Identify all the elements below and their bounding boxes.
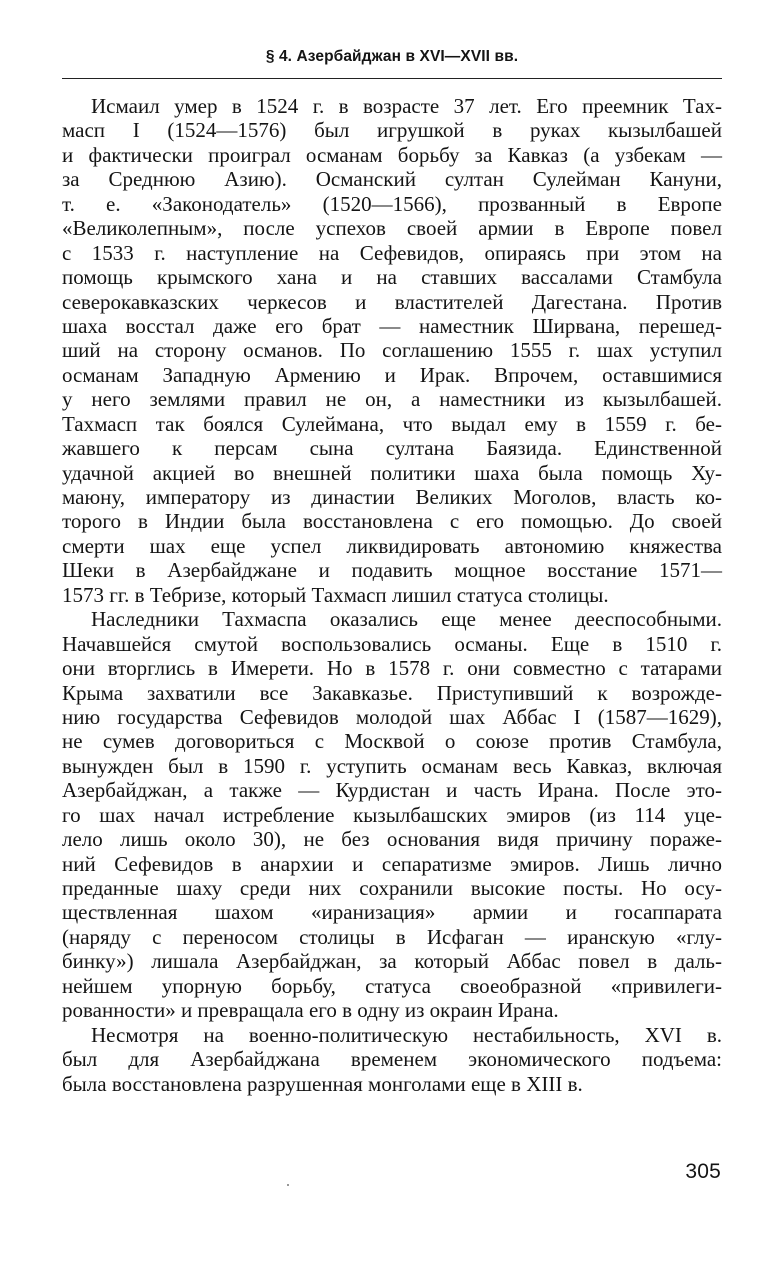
text-line: у него землями правил не он, а наместники из кызылбашей. xyxy=(62,387,722,412)
text-line: за Среднюю Азию). Османский султан Сулейман Кануни, xyxy=(62,167,722,192)
paragraph xyxy=(62,607,722,1022)
text-line: «Великолепным», после успехов своей армии в Европе повел xyxy=(62,216,722,241)
text-line: и фактически проиграл османам борьбу за Кавказ (а узбекам — xyxy=(62,142,722,167)
text-line: Наследники Тахмаспа оказались еще менее дееспособными. xyxy=(91,607,722,632)
text-line: т. е. «Законодатель» (1520—1566), прозванный в Европе xyxy=(62,191,722,216)
text-line: го шах начал истребление кызылбашских эмиров (из 114 уце- xyxy=(62,802,722,827)
text-line: ний Сефевидов в анархии и сепаратизме эмиров. Лишь лично xyxy=(62,851,722,876)
text-line: помощь крымского хана и на ставших вассалами Стамбула xyxy=(62,265,722,290)
text-line: маюну, императору из династии Великих Моголов, власть ко- xyxy=(62,485,722,509)
text-line: Несмотря на военно-политическую нестабильность, XVI в. xyxy=(91,1022,722,1047)
text-line: ществленная шахом «иранизация» армии и госаппарата xyxy=(62,900,722,925)
header-rule xyxy=(62,78,722,79)
text-line: смерти шах еще успел ликвидировать автономию княжества xyxy=(62,533,722,558)
text-line: шаха восстал даже его брат — наместник Ширвана, перешед- xyxy=(62,313,722,338)
page-number: 305 xyxy=(685,1160,721,1183)
text-line: лело лишь около 30), не без основания видя причину пораже- xyxy=(62,827,722,852)
text-line: 1573 гг. в Тебризе, который Тахмасп лишил статуса столицы. xyxy=(62,582,609,607)
paragraph xyxy=(62,94,722,607)
text-line: бинку») лишала Азербайджан, за который Аббас повел в даль- xyxy=(62,949,722,974)
text-line: нейшем упорную борьбу, статуса своеобразной «привилеги- xyxy=(62,973,722,998)
text-line: (наряду с переносом столицы в Исфаган — иранскую «глу- xyxy=(62,924,722,949)
text-line: ший на сторону османов. По соглашению 1555 г. шах уступил xyxy=(62,338,722,363)
text-line: торого в Индии была восстановлена с его помощью. До своей xyxy=(62,509,722,534)
text-line: нию государства Сефевидов молодой шах Аббас I (1587—1629), xyxy=(62,704,722,729)
text-line: вынужден был в 1590 г. уступить османам весь Кавказ, включая xyxy=(62,753,722,778)
running-header: § 4. Азербайджан в XVI—XVII вв. xyxy=(265,48,519,65)
text-line: Крыма захватили все Закавказье. Приступивший к возрожде- xyxy=(62,680,722,705)
print-speck xyxy=(287,1184,289,1186)
page-body xyxy=(62,94,722,1096)
text-line: была восстановлена разрушенная монголами еще в XIII в. xyxy=(62,1071,583,1096)
text-line: Исмаил умер в 1524 г. в возрасте 37 лет. Его преемник Тах- xyxy=(91,94,722,118)
text-line: рованности» и превращала его в одну из окраин Ирана. xyxy=(62,998,559,1023)
text-line: удачной акцией во внешней политики шаха была помощь Ху- xyxy=(62,460,722,485)
text-line: они вторглись в Имерети. Но в 1578 г. они совместно с татарами xyxy=(62,656,722,681)
text-line: Тахмасп так боялся Сулеймана, что выдал ему в 1559 г. бе- xyxy=(62,411,722,436)
text-line: масп I (1524—1576) был игрушкой в руках кызылбашей xyxy=(62,118,722,143)
text-line: не сумев договориться с Москвой о союзе против Стамбула, xyxy=(62,729,722,754)
text-line: с 1533 г. наступление на Сефевидов, опираясь при этом на xyxy=(62,240,722,265)
paragraph xyxy=(62,1023,722,1096)
text-line: османам Западную Армению и Ирак. Впрочем, оставшимися xyxy=(62,362,722,387)
text-line: северокавказских черкесов и властителей Дагестана. Против xyxy=(62,289,722,314)
text-line: Азербайджан, а также — Курдистан и часть Ирана. После это- xyxy=(62,778,722,803)
text-line: Шеки в Азербайджане и подавить мощное восстание 1571— xyxy=(62,558,722,583)
text-line: был для Азербайджана временем экономического подъема: xyxy=(62,1047,722,1072)
text-line: Начавшейся смутой воспользовались османы. Еще в 1510 г. xyxy=(62,631,722,656)
text-line: преданные шаху среди них сохранили высокие посты. Но осу- xyxy=(62,876,722,900)
text-line: жавшего к персам сына султана Баязида. Единственной xyxy=(62,436,722,461)
